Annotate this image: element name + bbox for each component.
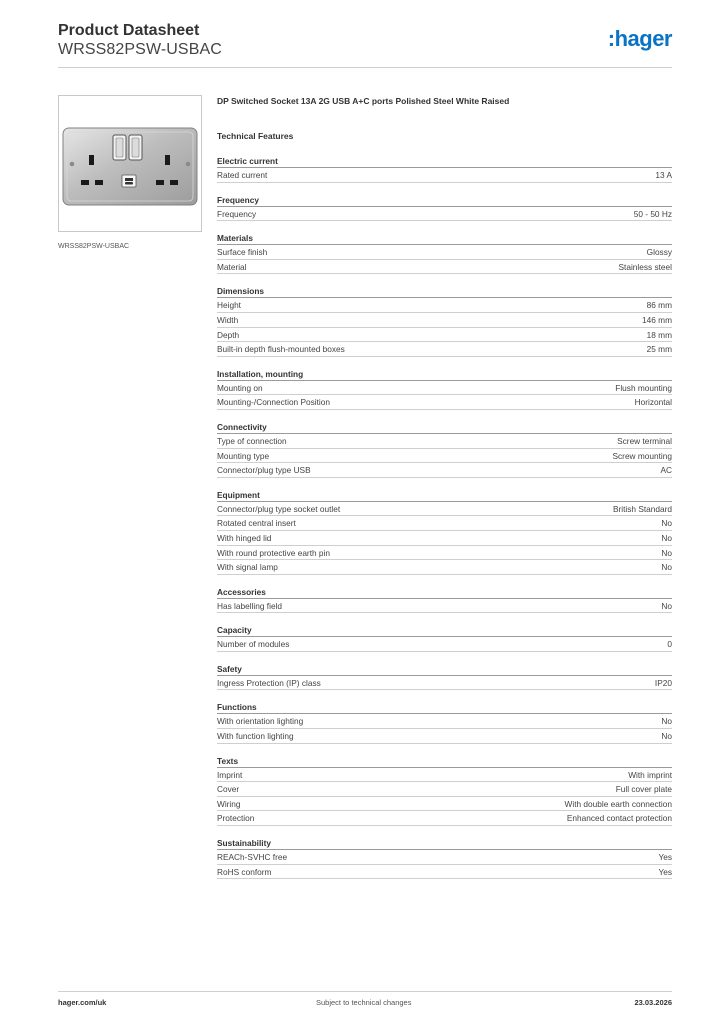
feature-value: Full cover plate [615,784,672,795]
footer-divider [58,991,672,992]
feature-value: Glossy [646,247,672,258]
feature-row [217,207,672,222]
feature-value: AC [660,465,672,476]
section-heading: Equipment [217,489,672,502]
feature-row [217,245,672,260]
feature-value: British Standard [612,503,672,514]
feature-section [217,663,672,691]
feature-row [217,381,672,396]
feature-value: 0 [667,639,672,650]
document-title: Product Datasheet [58,22,200,39]
feature-label: RoHS conform [217,866,272,877]
feature-label: Material [217,261,247,272]
section-heading: Installation, mounting [217,368,672,381]
technical-features-heading: Technical Features [217,131,294,141]
feature-sections [217,155,672,879]
feature-value: With double earth connection [564,798,672,809]
feature-row [217,463,672,478]
feature-label: With function lighting [217,731,294,742]
feature-section [217,155,672,183]
feature-row [217,729,672,744]
feature-section [217,755,672,826]
feature-value: Stainless steel [618,261,672,272]
feature-row [217,782,672,797]
feature-value: With imprint [628,769,672,780]
feature-section [217,285,672,356]
feature-label: Mounting type [217,450,270,461]
feature-label: Width [217,314,239,325]
feature-row [217,298,672,313]
feature-value: Horizontal [634,397,672,408]
feature-label: Ingress Protection (IP) class [217,677,321,688]
feature-value: 50 - 50 Hz [633,208,672,219]
page-header [58,22,672,70]
feature-label: With signal lamp [217,562,278,573]
feature-label: Built-in depth flush-mounted boxes [217,344,345,355]
feature-row [217,811,672,826]
feature-row [217,714,672,729]
feature-value: No [661,716,672,727]
section-heading: Materials [217,232,672,245]
section-heading: Texts [217,755,672,768]
product-image [58,95,202,232]
feature-value: 25 mm [646,344,672,355]
feature-section [217,489,672,575]
disclaimer-text: Subject to technical changes [316,998,412,1007]
product-code: WRSS82PSW-USBAC [58,41,222,58]
feature-value: 146 mm [642,314,672,325]
feature-value: 18 mm [646,329,672,340]
feature-value: No [661,562,672,573]
feature-label: Rotated central insert [217,518,296,529]
feature-label: Depth [217,329,240,340]
feature-label: Mounting-/Connection Position [217,397,330,408]
section-heading: Sustainability [217,837,672,850]
section-heading: Connectivity [217,421,672,434]
technical-content [217,96,672,879]
feature-label: With orientation lighting [217,716,304,727]
feature-row [217,342,672,357]
feature-value: IP20 [654,677,672,688]
header-divider [58,67,672,68]
feature-row [217,797,672,812]
feature-row [217,599,672,614]
feature-label: Height [217,300,241,311]
feature-value: No [661,600,672,611]
feature-section [217,421,672,478]
section-heading: Electric current [217,155,672,168]
feature-row [217,865,672,880]
feature-section [217,701,672,743]
feature-row [217,850,672,865]
feature-row [217,676,672,691]
feature-label: Protection [217,813,255,824]
feature-label: Surface finish [217,247,268,258]
feature-row [217,560,672,575]
section-heading: Safety [217,663,672,676]
feature-row [217,395,672,410]
feature-value: Yes [658,866,672,877]
feature-row [217,546,672,561]
feature-value: Flush mounting [615,382,672,393]
feature-value: Screw mounting [612,450,672,461]
feature-row [217,531,672,546]
feature-label: With hinged lid [217,532,272,543]
feature-row [217,434,672,449]
feature-label: Mounting on [217,382,263,393]
section-heading: Accessories [217,586,672,599]
feature-label: Has labelling field [217,600,283,611]
hager-logo: :hager [607,26,672,51]
website-link[interactable]: hager.com/uk [58,998,107,1007]
feature-row [217,260,672,275]
feature-value: 86 mm [646,300,672,311]
feature-section [217,232,672,274]
feature-label: Number of modules [217,639,290,650]
feature-label: Rated current [217,170,268,180]
feature-row [217,449,672,464]
feature-value: Enhanced contact protection [566,813,672,824]
feature-row [217,637,672,652]
feature-value: Yes [658,852,672,863]
feature-row [217,313,672,328]
socket-illustration [59,96,201,231]
section-heading: Capacity [217,624,672,637]
feature-label: Wiring [217,798,241,809]
feature-label: Connector/plug type USB [217,465,311,476]
feature-label: Cover [217,784,240,795]
feature-section [217,194,672,222]
feature-row [217,168,672,183]
section-heading: Functions [217,701,672,714]
feature-value: No [661,532,672,543]
feature-value: No [661,518,672,529]
feature-section [217,837,672,879]
section-heading: Frequency [217,194,672,207]
feature-section [217,368,672,410]
feature-value: Screw terminal [617,435,672,446]
feature-row [217,516,672,531]
document-date: 23.03.2026 [634,998,672,1007]
feature-label: Imprint [217,769,243,780]
feature-value: No [661,547,672,558]
feature-label: REACh-SVHC free [217,852,288,863]
feature-section [217,586,672,614]
product-name: DP Switched Socket 13A 2G USB A+C ports Polished Steel White Raised [217,96,510,106]
feature-value: 13 A [655,170,672,180]
feature-row [217,502,672,517]
feature-label: Frequency [217,208,257,219]
section-heading: Dimensions [217,285,672,298]
feature-label: With round protective earth pin [217,547,330,558]
feature-label: Type of connection [217,435,287,446]
feature-row [217,328,672,343]
feature-label: Connector/plug type socket outlet [217,503,341,514]
image-caption: WRSS82PSW-USBAC [58,243,130,250]
feature-section [217,624,672,652]
feature-row [217,768,672,783]
feature-value: No [661,731,672,742]
